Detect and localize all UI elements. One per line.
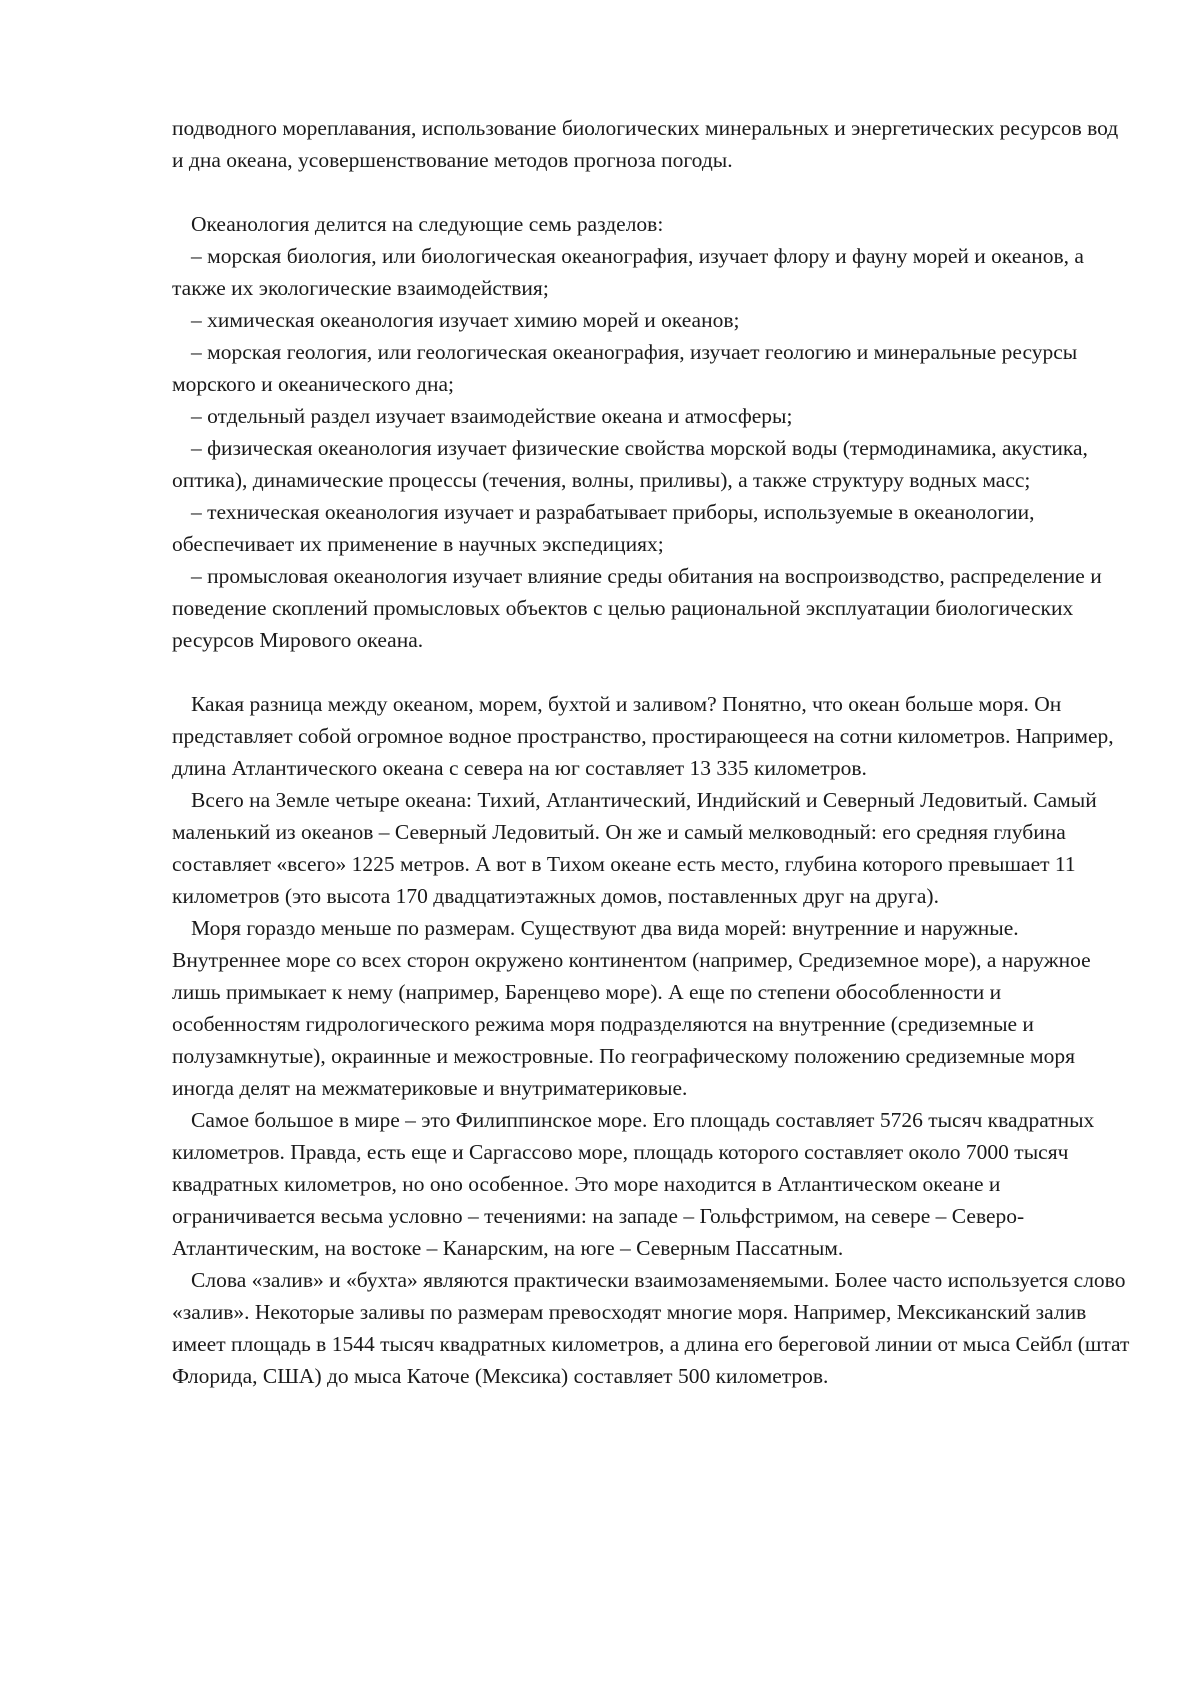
paragraph-four-oceans: Всего на Земле четыре океана: Тихий, Атлантический, Индийский и Северный Ледовитый. Самый маленький из океанов – Северный Ледовитый. Он же и самый мелководный: его средняя глубина составляет «всего» 1225 метров. А вот в Тихом океане есть место, глубина которого превышает 11 километров (это высота 170 двадцатиэтажных домов, поставленных друг на друга). (172, 784, 1132, 912)
paragraph-gulf-bay: Слова «залив» и «бухта» являются практически взаимозаменяемыми. Более часто используется слово «залив». Некоторые заливы по размерам превосходят многие моря. Например, Мексиканский залив имеет площадь в 1544 тысяч квадратных километров, а длина его береговой линии от мыса Сейбл (штат Флорида, США) до мыса Каточе (Мексика) составляет 500 километров. (172, 1264, 1132, 1392)
paragraph-sections-intro: Океанология делится на следующие семь разделов: (172, 208, 1132, 240)
document-page (0, 0, 1200, 1697)
paragraph-gap (172, 656, 1132, 688)
paragraph-gap (172, 176, 1132, 208)
list-item-marine-geology: – морская геология, или геологическая океанография, изучает геологию и минеральные ресурсы морского и океанического дна; (172, 336, 1132, 400)
list-item-chemical-oceanology: – химическая океанология изучает химию морей и океанов; (172, 304, 1132, 336)
paragraph-continuation: подводного мореплавания, использование биологических минеральных и энергетических ресурсов вод и дна океана, усовершенствование методов прогноза погоды. (172, 112, 1132, 176)
paragraph-ocean-vs-sea: Какая разница между океаном, морем, бухтой и заливом? Понятно, что океан больше моря. Он представляет собой огромное водное пространство, простирающееся на сотни километров. Например, длина Атлантического океана с севера на юг составляет 13 335 километров. (172, 688, 1132, 784)
paragraph-seas-types: Моря гораздо меньше по размерам. Существуют два вида морей: внутренние и наружные. Внутреннее море со всех сторон окружено континентом (например, Средиземное море), а наружное лишь примыкает к нему (например, Баренцево море). А еще по степени обособленности и особенностям гидрологического режима моря подразделяются на внутренние (средиземные и полузамкнутые), окраинные и межостровные. По географическому положению средиземные моря иногда делят на межматериковые и внутриматериковые. (172, 912, 1132, 1104)
paragraph-largest-sea: Самое большое в мире – это Филиппинское море. Его площадь составляет 5726 тысяч квадратных километров. Правда, есть еще и Саргассово море, площадь которого составляет около 7000 тысяч квадратных километров, но оно особенное. Это море находится в Атлантическом океане и ограничивается весьма условно – течениями: на западе – Гольфстримом, на севере – Северо-Атлантическим, на востоке – Канарским, на юге – Северным Пассатным. (172, 1104, 1132, 1264)
list-item-physical-oceanology: – физическая океанология изучает физические свойства морской воды (термодинамика, акустика, оптика), динамические процессы (течения, волны, приливы), а также структуру водных масс; (172, 432, 1132, 496)
list-item-fishery-oceanology: – промысловая океанология изучает влияние среды обитания на воспроизводство, распределение и поведение скоплений промысловых объектов с целью рациональной эксплуатации биологических ресурсов Мирового океана. (172, 560, 1132, 656)
document-body (172, 112, 1132, 1392)
list-item-marine-biology: – морская биология, или биологическая океанография, изучает флору и фауну морей и океанов, а также их экологические взаимодействия; (172, 240, 1132, 304)
list-item-ocean-atmosphere: – отдельный раздел изучает взаимодействие океана и атмосферы; (172, 400, 1132, 432)
list-item-technical-oceanology: – техническая океанология изучает и разрабатывает приборы, используемые в океанологии, обеспечивает их применение в научных экспедициях; (172, 496, 1132, 560)
